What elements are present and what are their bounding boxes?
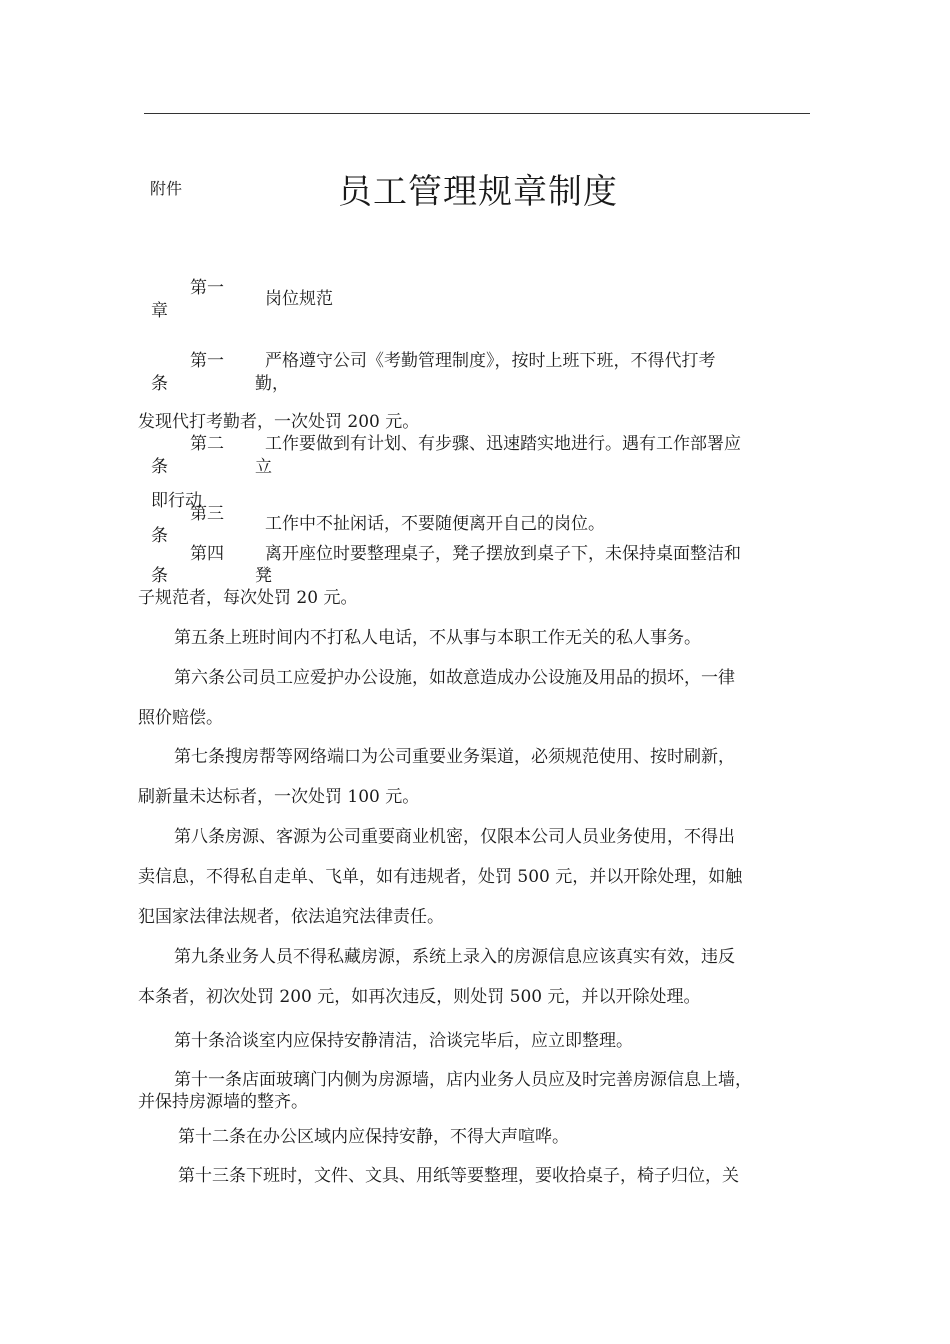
paragraph-13: 第十三条下班时，文件、文具、用纸等要整理，要收拾桌子，椅子归位，关	[178, 1166, 739, 1186]
article-text-wrap: 凳	[255, 566, 272, 586]
chapter-title: 岗位规范	[265, 289, 333, 309]
paragraph-11-line-2: 并保持房源墙的整齐。	[138, 1092, 308, 1112]
article-number-a: 第四	[190, 544, 224, 564]
article-text-wrap: 立	[255, 457, 272, 477]
article-text: 离开座位时要整理桌子，凳子摆放到桌子下，未保持桌面整洁和	[265, 544, 741, 564]
article-number-a: 第三	[190, 504, 224, 524]
page-title: 员工管理规章制度	[338, 172, 618, 212]
article-text: 工作中不扯闲话，不要随便离开自己的岗位。	[265, 514, 605, 534]
paragraph-8-line-3: 犯国家法律法规者，依法追究法律责任。	[138, 907, 444, 927]
paragraph-9-line-1: 第九条业务人员不得私藏房源，系统上录入的房源信息应该真实有效，违反	[174, 947, 735, 967]
article-number-b: 条	[151, 566, 168, 586]
chapter-number-a: 第一	[190, 278, 224, 298]
article-text: 工作要做到有计划、有步骤、迅速踏实地进行。遇有工作部署应	[265, 434, 741, 454]
article-number-b: 条	[151, 457, 168, 477]
paragraph-10: 第十条洽谈室内应保持安静清洁，洽谈完毕后，应立即整理。	[174, 1031, 633, 1051]
article-text-continued: 发现代打考勤者，一次处罚 200 元。	[138, 412, 420, 432]
article-text-overflow: 即行动	[151, 491, 202, 511]
header-rule	[144, 113, 810, 114]
paragraph-6-line-2: 照价赔偿。	[138, 708, 223, 728]
article-number-b: 条	[151, 526, 168, 546]
paragraph-6-line-1: 第六条公司员工应爱护办公设施，如故意造成办公设施及用品的损坏，一律	[174, 668, 735, 688]
attachment-label: 附件	[150, 179, 183, 198]
paragraph-8-line-2: 卖信息，不得私自走单、飞单，如有违规者，处罚 500 元，并以开除处理，如触	[138, 867, 743, 887]
paragraph-9-line-2: 本条者，初次处罚 200 元，如再次违反，则处罚 500 元，并以开除处理。	[138, 987, 701, 1007]
paragraph-7-line-1: 第七条搜房帮等网络端口为公司重要业务渠道，必须规范使用、按时刷新，	[174, 747, 735, 767]
paragraph-8-line-1: 第八条房源、客源为公司重要商业机密，仅限本公司人员业务使用，不得出	[174, 827, 735, 847]
article-text-continued: 子规范者，每次处罚 20 元。	[138, 588, 358, 608]
article-number-a: 第二	[190, 434, 224, 454]
article-number-a: 第一	[190, 351, 224, 371]
chapter-number-b: 章	[151, 301, 168, 321]
article-text: 严格遵守公司《考勤管理制度》，按时上班下班，不得代打考	[265, 351, 716, 371]
paragraph-12: 第十二条在办公区域内应保持安静，不得大声喧哗。	[178, 1127, 569, 1147]
paragraph-7-line-2: 刷新量未达标者，一次处罚 100 元。	[138, 787, 420, 807]
paragraph-11-line-1: 第十一条店面玻璃门内侧为房源墙，店内业务人员应及时完善房源信息上墙，	[174, 1070, 752, 1090]
article-text-wrap: 勤，	[255, 374, 289, 394]
article-number-b: 条	[151, 374, 168, 394]
paragraph-5: 第五条上班时间内不打私人电话，不从事与本职工作无关的私人事务。	[174, 628, 701, 648]
